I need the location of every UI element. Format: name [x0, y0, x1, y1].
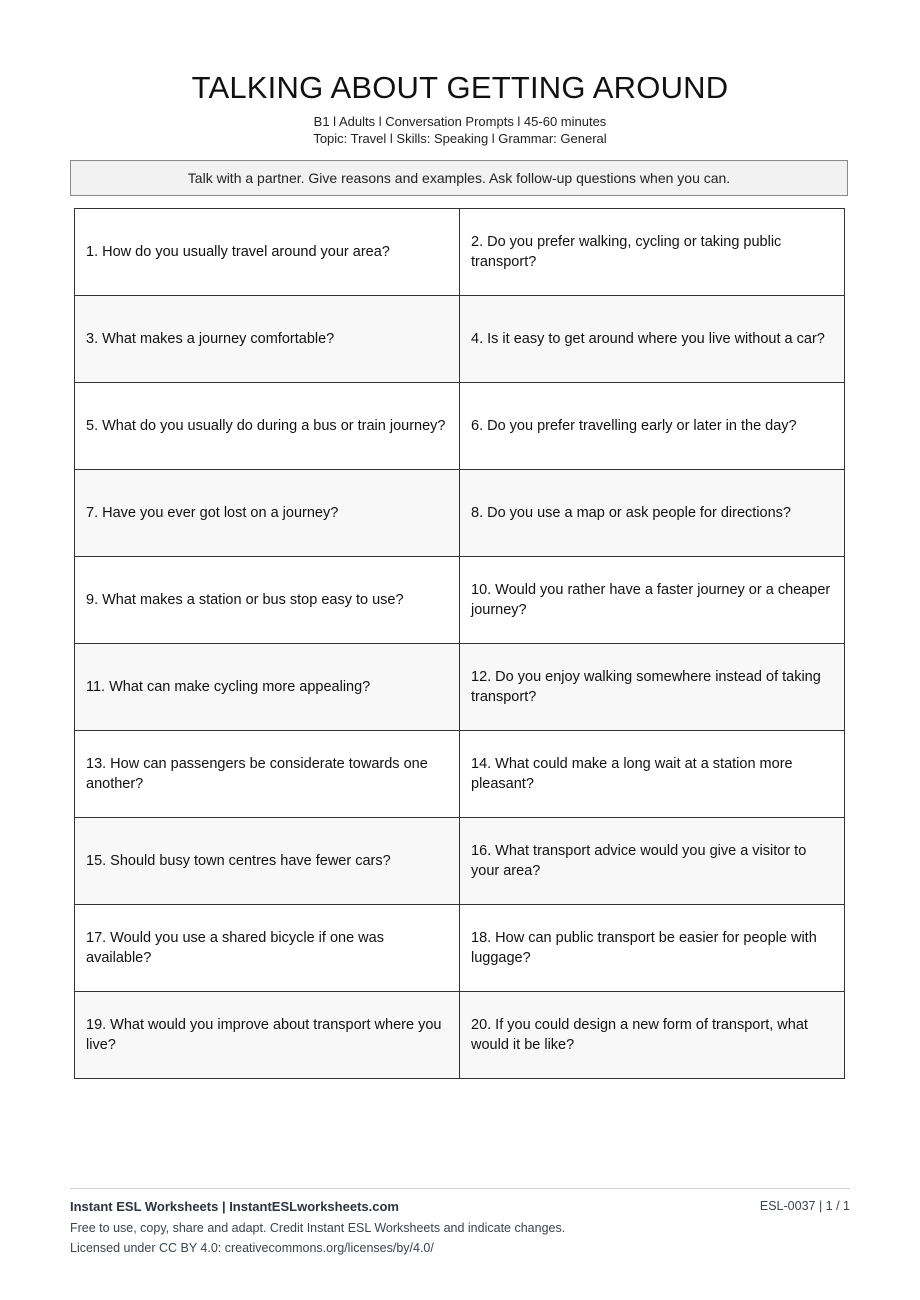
prompt-cell: 19. What would you improve about transport where you live?	[75, 992, 460, 1079]
footer-page-code: ESL-0037 | 1 / 1	[759, 1199, 850, 1213]
prompt-cell: 11. What can make cycling more appealing?	[75, 644, 460, 731]
footer-usage-note: Free to use, copy, share and adapt. Credit Instant ESL Worksheets and indicate changes.	[70, 1221, 566, 1235]
prompt-cell: 7. Have you ever got lost on a journey?	[75, 470, 460, 557]
footer-license-note: Licensed under CC BY 4.0: creativecommons.org/licenses/by/4.0/	[70, 1241, 434, 1255]
table-row	[75, 731, 845, 818]
prompt-cell: 13. How can passengers be considerate towards one another?	[75, 731, 460, 818]
page-title: TALKING ABOUT GETTING AROUND	[191, 70, 729, 105]
prompt-cell: 8. Do you use a map or ask people for directions?	[460, 470, 845, 557]
table-row	[75, 992, 845, 1079]
prompt-cell: 6. Do you prefer travelling early or later in the day?	[460, 383, 845, 470]
prompt-cell: 18. How can public transport be easier for people with luggage?	[460, 905, 845, 992]
prompt-cell: 4. Is it easy to get around where you live without a car?	[460, 296, 845, 383]
prompt-cell: 15. Should busy town centres have fewer cars?	[75, 818, 460, 905]
prompt-cell: 2. Do you prefer walking, cycling or taking public transport?	[460, 209, 845, 296]
table-row	[75, 383, 845, 470]
prompt-cell: 16. What transport advice would you give a visitor to your area?	[460, 818, 845, 905]
table-row	[75, 905, 845, 992]
footer-divider	[70, 1188, 850, 1189]
prompt-cell: 10. Would you rather have a faster journey or a cheaper journey?	[460, 557, 845, 644]
prompt-cell: 1. How do you usually travel around your area?	[75, 209, 460, 296]
table-row	[75, 644, 845, 731]
instructions-box: Talk with a partner. Give reasons and examples. Ask follow-up questions when you can.	[70, 160, 848, 196]
prompt-cell: 3. What makes a journey comfortable?	[75, 296, 460, 383]
prompt-table	[74, 208, 845, 1079]
footer-brand: Instant ESL Worksheets | InstantESLworksheets.com	[70, 1199, 399, 1214]
table-row	[75, 818, 845, 905]
prompt-cell: 12. Do you enjoy walking somewhere instead of taking transport?	[460, 644, 845, 731]
prompt-cell: 9. What makes a station or bus stop easy to use?	[75, 557, 460, 644]
prompt-cell: 5. What do you usually do during a bus or train journey?	[75, 383, 460, 470]
worksheet-meta-topic: Topic: Travel l Skills: Speaking l Grammar: General	[313, 131, 607, 146]
table-row	[75, 557, 845, 644]
prompt-cell: 14. What could make a long wait at a station more pleasant?	[460, 731, 845, 818]
table-row	[75, 209, 845, 296]
table-row	[75, 470, 845, 557]
table-row	[75, 296, 845, 383]
prompt-cell: 20. If you could design a new form of transport, what would it be like?	[460, 992, 845, 1079]
worksheet-meta-level: B1 l Adults l Conversation Prompts l 45-60 minutes	[313, 114, 607, 129]
prompt-cell: 17. Would you use a shared bicycle if one was available?	[75, 905, 460, 992]
